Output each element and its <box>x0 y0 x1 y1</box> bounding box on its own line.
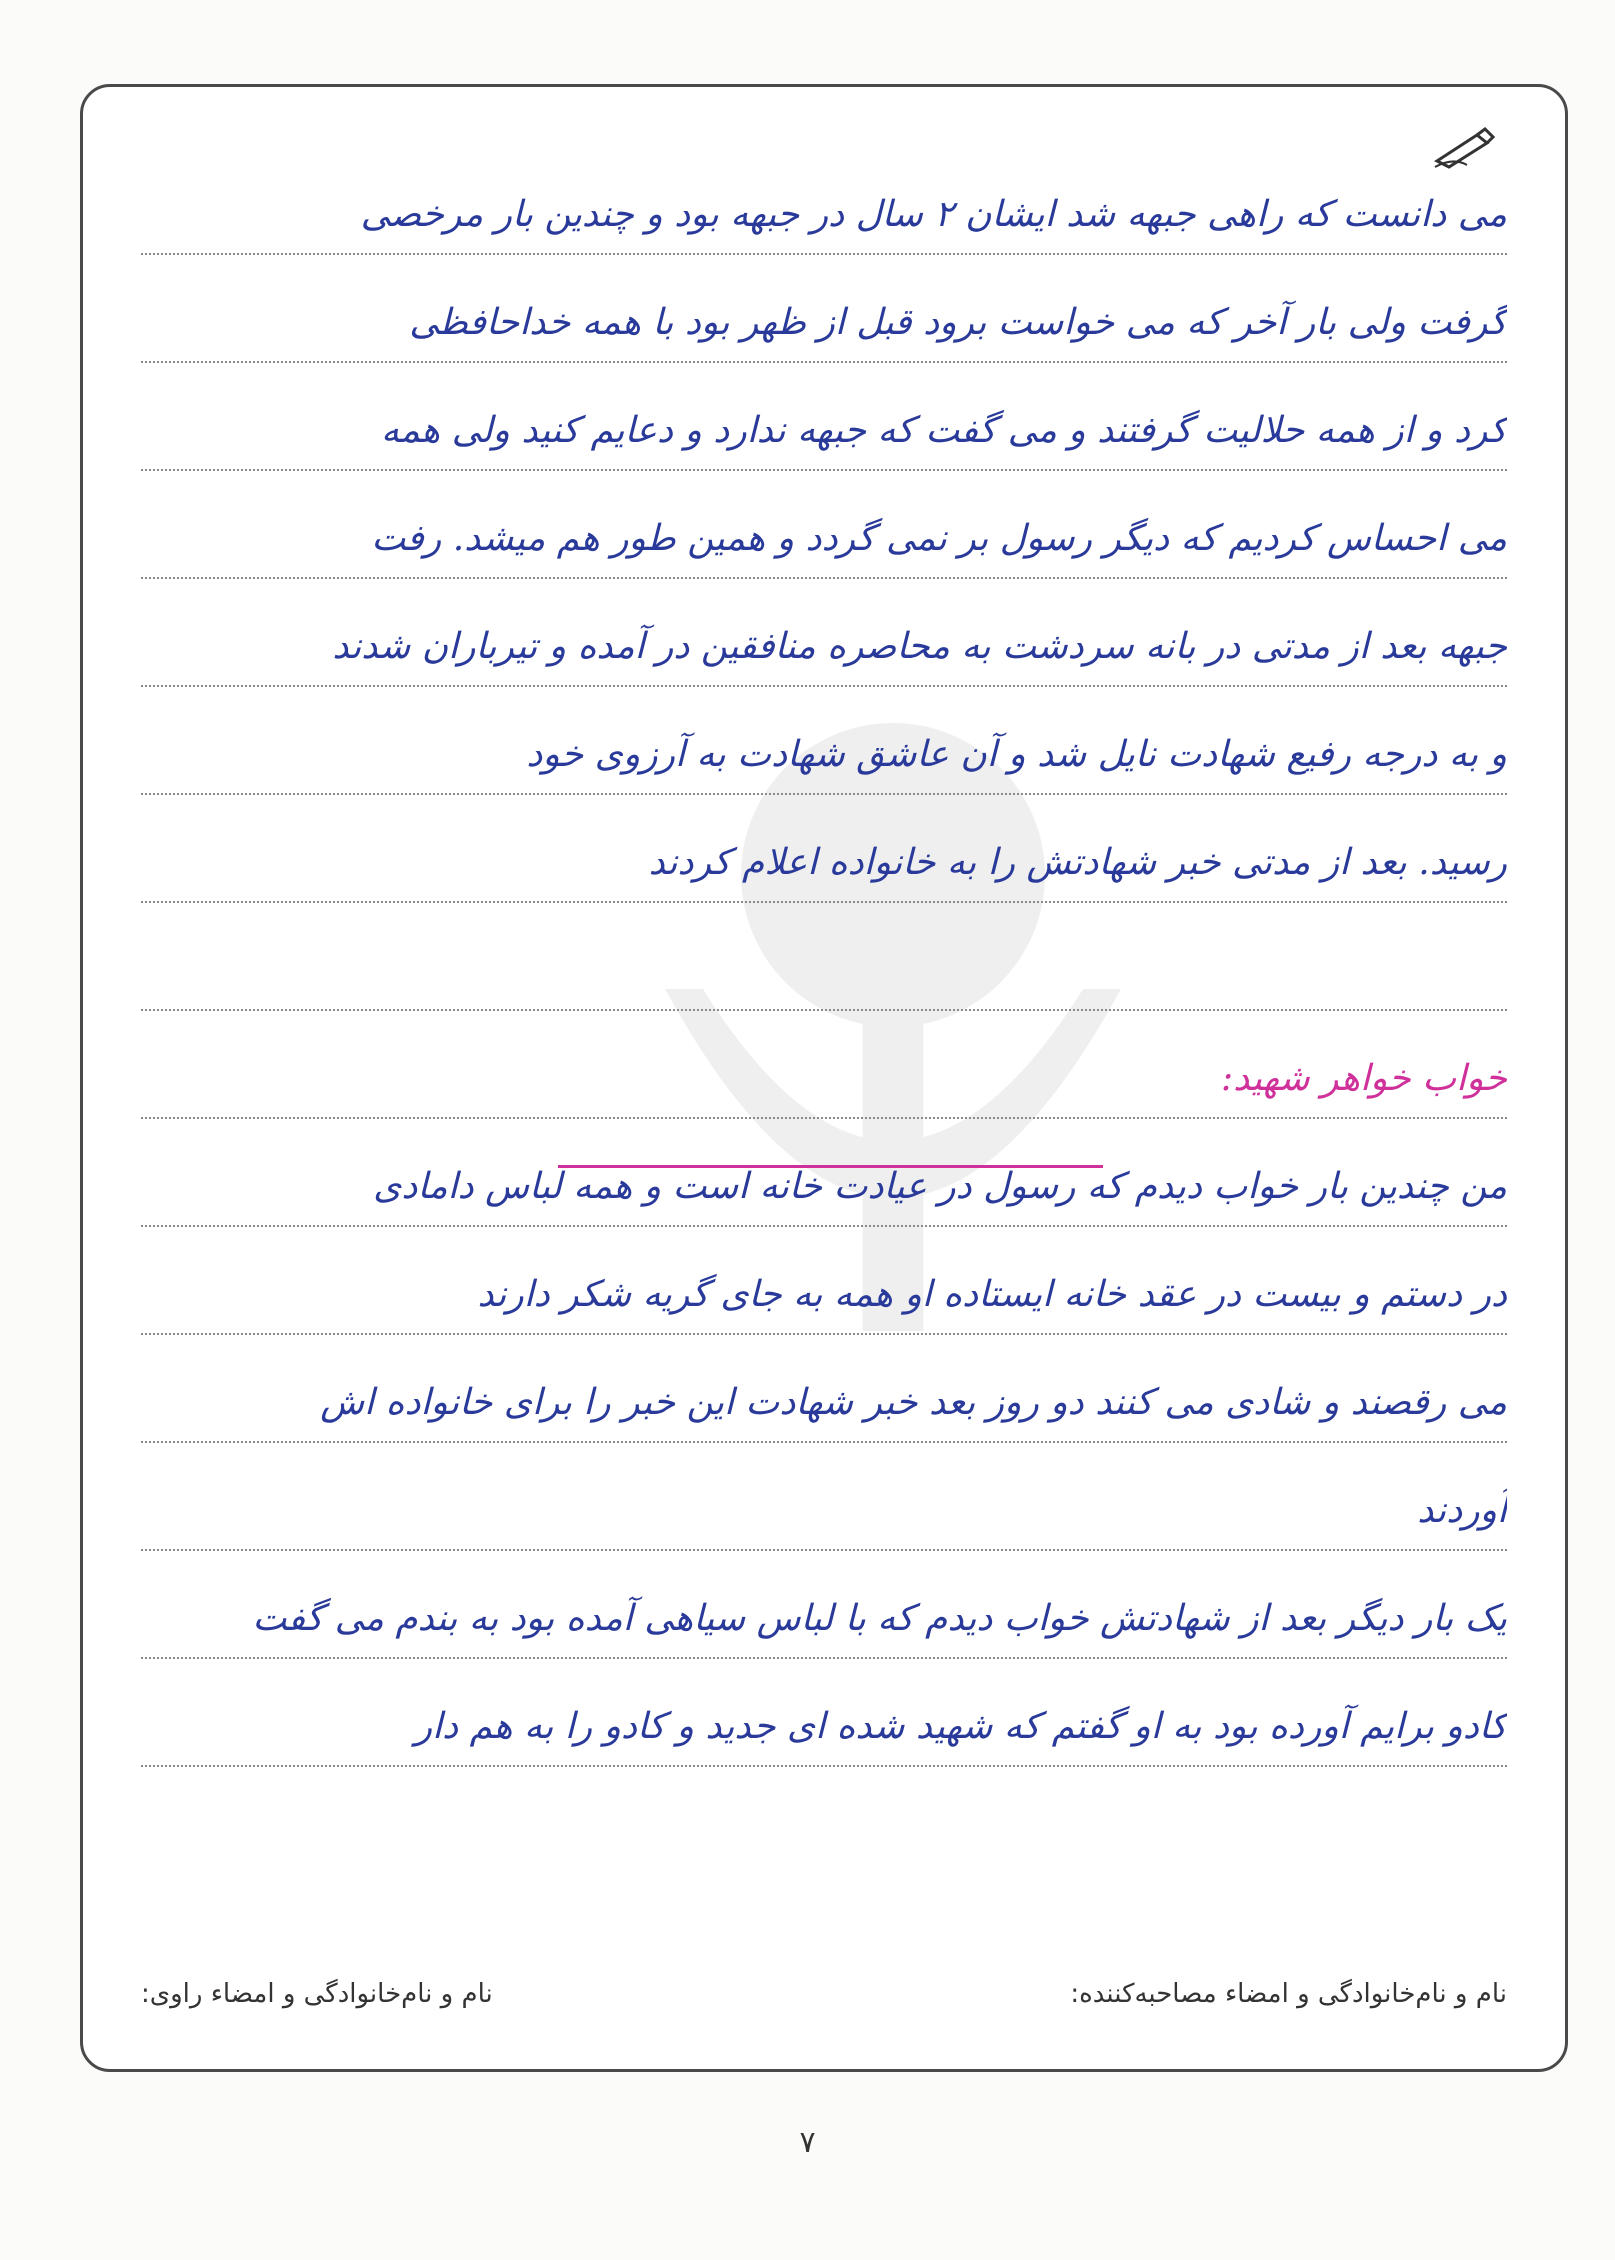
handwritten-line <box>141 1011 1507 1119</box>
handwritten-text: و به درجه رفیع شهادت نایل شد و آن عاشق شهادت به آرزوی خود <box>526 734 1507 775</box>
handwritten-text: جبهه بعد از مدتی در بانه سردشت به محاصره منافقین در آمده و تیرباران شدند <box>332 626 1507 667</box>
handwritten-line <box>141 1443 1507 1551</box>
handwritten-line <box>141 1551 1507 1659</box>
handwritten-line <box>141 471 1507 579</box>
handwritten-line <box>141 1119 1507 1227</box>
handwritten-text: کادو برایم آورده بود به او گفتم که شهید شده ای جدید و کادو را به هم دار <box>414 1706 1507 1747</box>
handwritten-text: می رقصند و شادی می کنند دو روز بعد خبر شهادت این خبر را برای خانواده اش <box>320 1382 1507 1423</box>
interviewer-signature-label: نام و نام‌خانوادگی و امضاء مصاحبه‌کننده: <box>1070 1979 1507 2009</box>
handwritten-line <box>141 1659 1507 1767</box>
section-heading: خواب خواهر شهید: <box>1221 1058 1507 1099</box>
notebook-page-frame <box>80 84 1568 2072</box>
dotted-rule <box>141 1765 1507 1767</box>
handwritten-text: می احساس کردیم که دیگر رسول بر نمی گردد و همین طور هم میشد. رفت <box>371 518 1507 559</box>
page-number: ۷ <box>799 2125 816 2160</box>
handwritten-text: می دانست که راهی جبهه شد ایشان ۲ سال در جبهه بود و چندین بار مرخصی <box>360 194 1507 235</box>
handwritten-text: کرد و از همه حلالیت گرفتند و می گفت که جبهه ندارد و دعایم کنید ولی همه <box>381 410 1507 451</box>
handwritten-text: رسید. بعد از مدتی خبر شهادتش را به خانواده اعلام کردند <box>648 842 1507 883</box>
handwritten-text: من چندین بار خواب دیدم که رسول در عیادت خانه است و همه لباس دامادی <box>373 1166 1507 1207</box>
handwritten-line <box>141 795 1507 903</box>
handwritten-line <box>141 1227 1507 1335</box>
handwritten-text: گرفت ولی بار آخر که می خواست برود قبل از ظهر بود با همه خداحافظی <box>409 302 1507 343</box>
narrator-signature-label: نام و نام‌خانوادگی و امضاء راوی: <box>141 1979 493 2009</box>
handwritten-text: آوردند <box>1417 1490 1507 1531</box>
handwritten-text: در دستم و بیست در عقد خانه ایستاده او همه به جای گریه شکر دارند <box>477 1274 1507 1315</box>
handwritten-line <box>141 363 1507 471</box>
handwritten-line <box>141 903 1507 1011</box>
handwritten-text: یک بار دیگر بعد از شهادتش خواب دیدم که با لباس سیاهی آمده بود به بندم می گفت <box>252 1598 1507 1639</box>
handwritten-line <box>141 147 1507 255</box>
handwritten-line <box>141 255 1507 363</box>
handwritten-line <box>141 687 1507 795</box>
handwritten-line <box>141 1335 1507 1443</box>
handwritten-line <box>141 579 1507 687</box>
signature-footer <box>141 1979 1507 2029</box>
